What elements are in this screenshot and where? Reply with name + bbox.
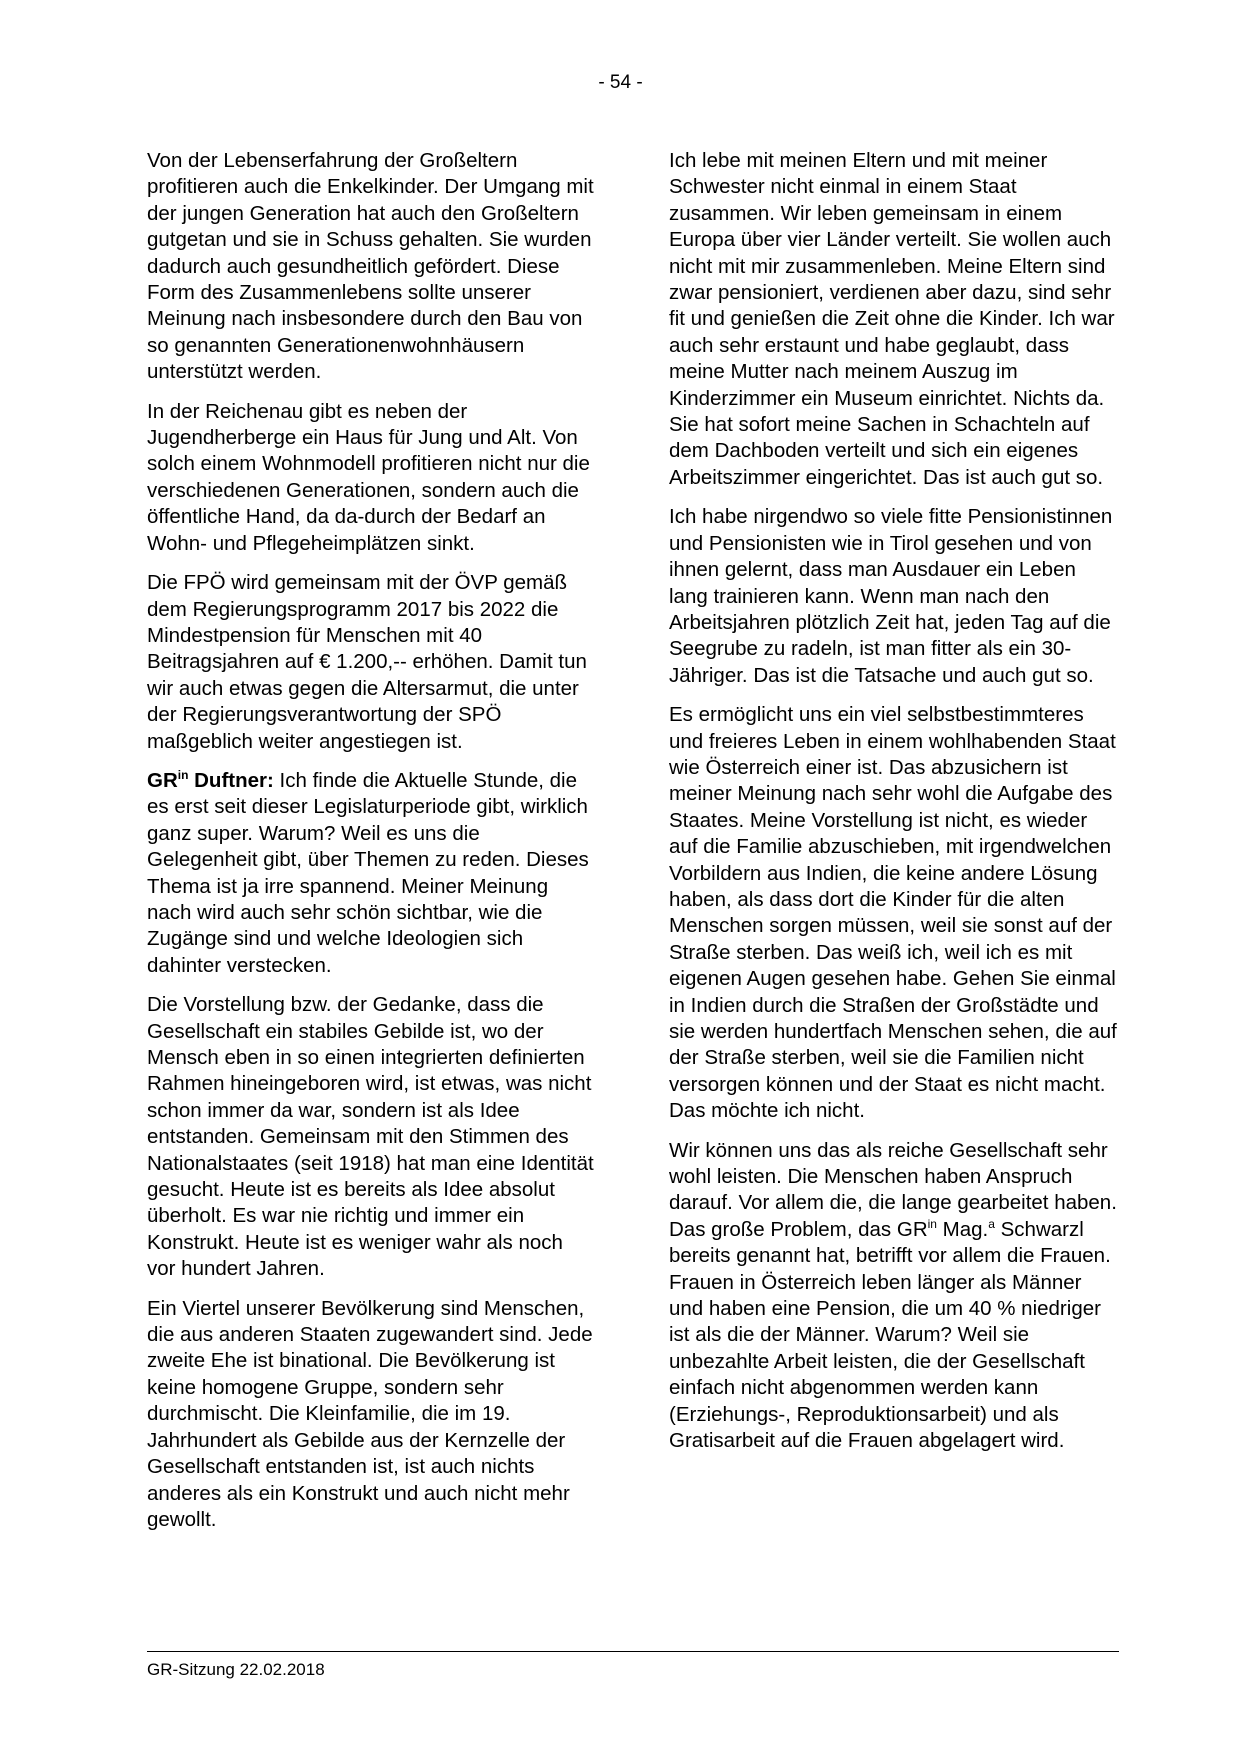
paragraph: In der Reichenau gibt es neben der Jugendherberge ein Haus für Jung und Alt. Von solch einem Wohnmodell profitieren nicht nur die verschiedenen Generationen, sondern auch die öffentliche Hand, da da-durch der Bedarf an Wohn- und Pflegeheimplätzen sinkt. [147,399,590,555]
paragraph: Es ermöglicht uns ein viel selbstbestimmteres und freieres Leben in einem wohlhabenden Staat wie Österreich einer ist. Das abzusichern ist meiner Meinung nach sehr wohl die Aufgabe des Staates. Meine Vorstellung ist nicht, es wieder auf die Familie abzuschieben, mit irgendwelchen Vorbildern aus Indien, die keine andere Lösung haben, als dass dort die Kinder für die alten Menschen sorgen müssen, weil sie sonst auf der Straße sterben. Das weiß ich, weil ich es mit eigenen Augen gesehen habe. Gehen Sie einmal in Indien durch die Straßen der Großstädte und sie werden hundertfach Menschen sehen, die auf der Straße sterben, weil sie die Familien nicht versorgen können und der Staat es nicht macht. Das möchte ich nicht. [669,703,1117,1123]
superscript: a [988,1217,995,1232]
right-column [669,148,1117,1468]
paragraph: Ich lebe mit meinen Eltern und mit meiner Schwester nicht einmal in einem Staat zusammen. Wir leben gemeinsam in einem Europa über vier Länder verteilt. Sie wollen auch nicht mit mir zusammenleben. Meine Eltern sind zwar pensioniert, verdienen aber dazu, sind sehr fit und genießen die Zeit ohne die Kinder. Ich war auch sehr erstaunt und habe geglaubt, dass meine Mutter nach meinem Auszug im Kinderzimmer ein Museum einrichtet. Nichts da. Sie hat sofort meine Sachen in Schachteln auf dem Dachboden verteilt und sich ein eigenes Arbeitszimmer eingerichtet. Das ist auch gut so. [669,149,1115,489]
footer-divider [147,1651,1119,1652]
paragraph: Ein Viertel unserer Bevölkerung sind Menschen, die aus anderen Staaten zugewandert sind. Jede zweite Ehe ist binational. Die Bevölkerung ist keine homogene Gruppe, sondern sehr durchmischt. Die Kleinfamilie, die im 19. Jahrhundert als Gebilde aus der Kernzelle der Gesellschaft entstanden ist, ist auch nichts anderes als ein Konstrukt und auch nicht mehr gewollt. [147,1296,593,1531]
footer-text: GR-Sitzung 22.02.2018 [147,1660,325,1679]
paragraph: Die Vorstellung bzw. der Gedanke, dass die Gesellschaft ein stabiles Gebilde ist, wo der Mensch eben in so einen integrierten definierten Rahmen hineingeboren wird, ist etwas, was nicht schon immer da war, sondern ist als Idee entstanden. Gemeinsam mit den Stimmen des Nationalstaates (seit 1918) hat man eine Identität gesucht. Heute ist es bereits als Idee absolut überholt. Es war nie richtig und immer ein Konstrukt. Heute ist es weniger wahr als noch vor hundert Jahren. [147,993,594,1281]
speaker-text: Ich finde die Aktuelle Stunde, die es erst seit dieser Legislaturperiode gibt, wirklich ganz super. Warum? Weil es uns die Gelegenheit gibt, über Themen zu reden. Dieses Thema ist ja irre spannend. Meiner Meinung nach wird auch sehr schön sichtbar, wie die Zugänge sind und welche Ideologien sich dahinter verstecken. [147,768,589,977]
text-segment: Wir können uns das als reiche Gesellschaft sehr wohl leisten. Die Menschen haben Anspruch darauf. Vor allem die, die lange gearbeitet haben. Das große Problem, das GR [669,1138,1117,1241]
paragraph: Die FPÖ wird gemeinsam mit der ÖVP gemäß dem Regierungsprogramm 2017 bis 2022 die Mindestpension für Menschen mit 40 Beitragsjahren auf € 1.200,-- erhöhen. Damit tun wir auch etwas gegen die Altersarmut, die unter der Regierungsverantwortung der SPÖ maßgeblich weiter angestiegen ist. [147,571,587,753]
speaker-title: GR [147,768,178,792]
speaker-name: Duftner: [194,768,274,792]
left-column [147,148,595,1546]
page-number: - 54 - [598,72,643,93]
speaker-label [147,769,274,792]
speaker-title-superscript: in [177,768,189,783]
paragraph [669,1138,1117,1455]
paragraph: Ich habe nirgendwo so viele fitte Pensionistinnen und Pensionisten wie in Tirol gesehen und von ihnen gelernt, dass man Ausdauer ein Leben lang trainieren kann. Wenn man nach den Arbeitsjahren plötzlich Zeit hat, jeden Tag auf die Seegrube zu radeln, ist man fitter als ein 30-Jähriger. Das ist die Tatsache und auch gut so. [669,505,1113,687]
superscript: in [927,1217,937,1232]
speaker-paragraph [147,768,595,979]
text-segment: Mag. [936,1217,989,1241]
text-segment: Schwarzl bereits genannt hat, betrifft vor allem die Frauen. Frauen in Österreich leben länger als Männer und haben eine Pension, die um 40 % niedriger ist als die der Männer. Warum? Weil sie unbezahlte Arbeit leisten, die der Gesellschaft einfach nicht abgenommen werden kann (Erziehungs-, Reproduktionsarbeit) und als Gratisarbeit auf die Frauen abgelagert wird. [669,1217,1111,1453]
paragraph: Von der Lebenserfahrung der Großeltern profitieren auch die Enkelkinder. Der Umgang mit der jungen Generation hat auch den Großeltern gutgetan und sie in Schuss gehalten. Sie wurden dadurch auch gesundheitlich gefördert. Diese Form des Zusammenlebens sollte unserer Meinung nach insbesondere durch den Bau von so genannten Generationenwohnhäusern unterstützt werden. [147,149,594,384]
